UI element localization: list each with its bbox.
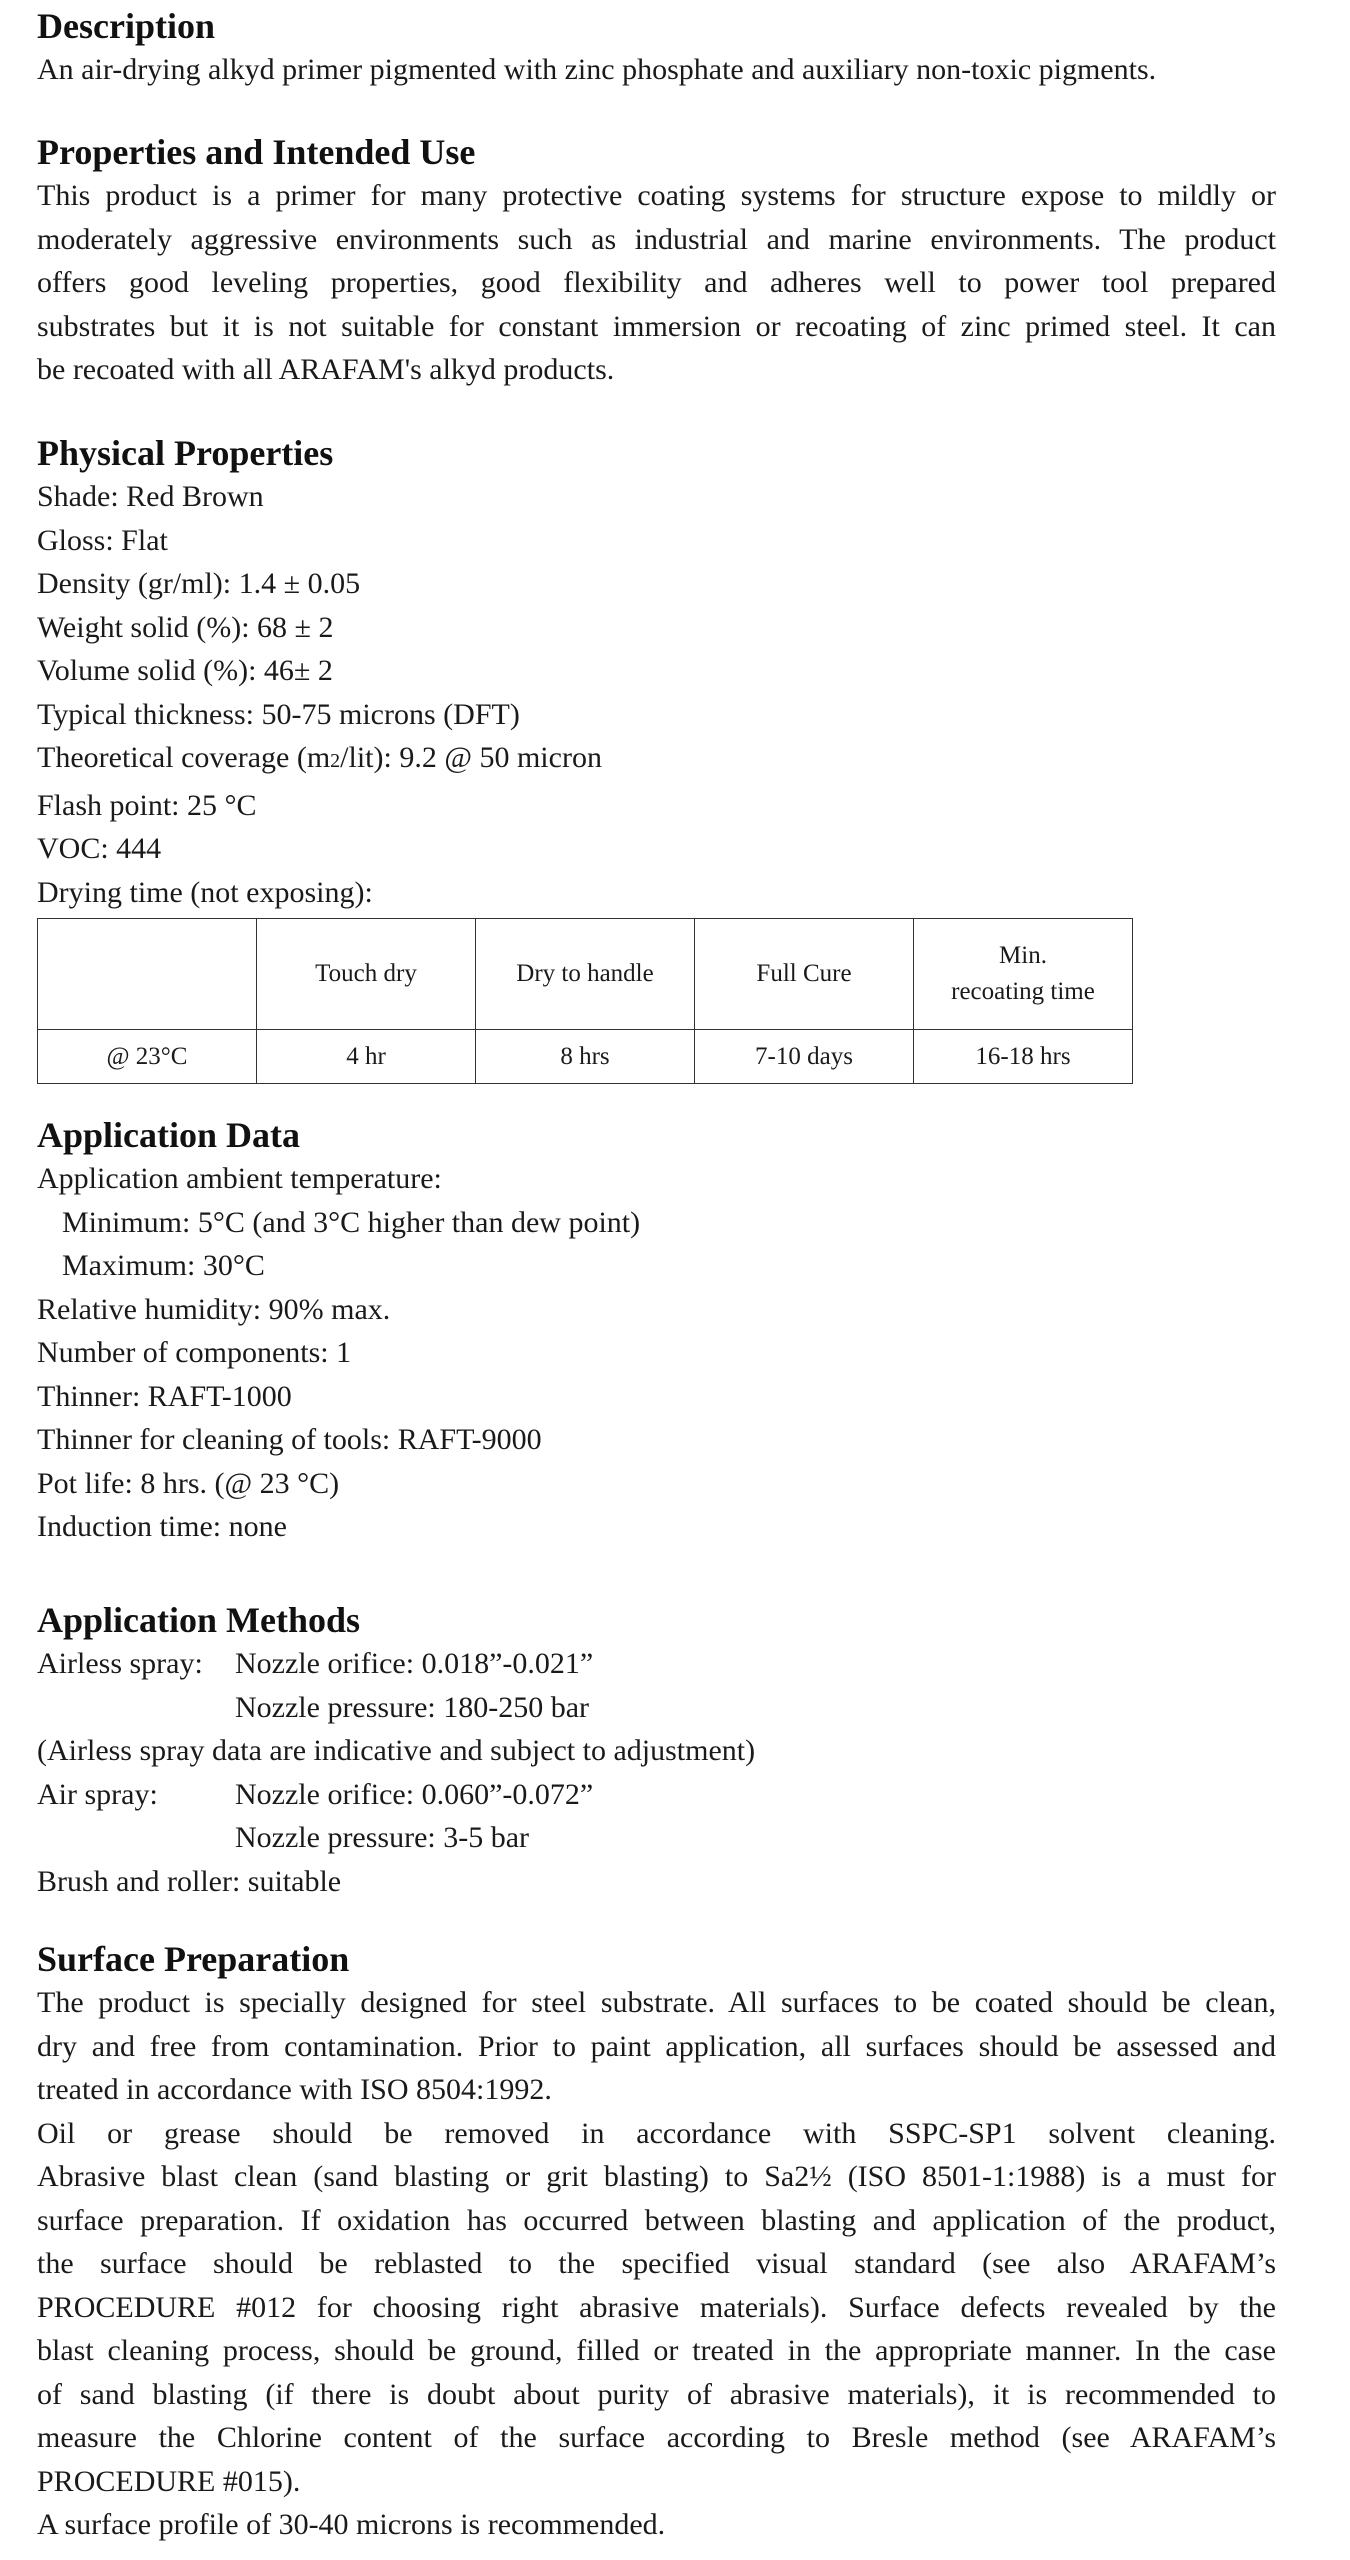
coverage-prefix: Theoretical coverage (m bbox=[37, 741, 331, 774]
voc-item: VOC: 444 bbox=[37, 832, 162, 865]
surface-preparation-section bbox=[37, 1937, 1276, 2547]
air-orifice-row bbox=[37, 1773, 1276, 1817]
table-cell-temperature: @ 23°C bbox=[38, 1030, 257, 1084]
air-pressure-row bbox=[37, 1816, 1276, 1860]
flash-point-item: Flash point: 25 °C bbox=[37, 788, 257, 822]
surface-para2-line-2: Abrasive blast clean (sand blasting or grit blasting) to Sa2½ (ISO 8501-1:1988) is a must for bbox=[37, 2160, 1276, 2193]
pot-life-item: Pot life: 8 hrs. (@ 23 °C) bbox=[37, 1466, 340, 1500]
cleaning-thinner-item: Thinner for cleaning of tools: RAFT-9000 bbox=[37, 1423, 542, 1456]
table-header-dry-to-handle: Dry to handle bbox=[476, 919, 695, 1030]
surface-para2-line-8: measure the Chlorine content of the surface according to Bresle method (see ARAFAM’s bbox=[37, 2421, 1276, 2454]
properties-use-section bbox=[37, 130, 1276, 392]
airless-orifice-row bbox=[37, 1642, 1276, 1686]
properties-use-line-3: offers good leveling properties, good flexibility and adheres well to power tool prepared bbox=[37, 266, 1276, 299]
surface-para1-line-3: treated in accordance with ISO 8504:1992. bbox=[37, 2073, 552, 2106]
minimum-temperature: Minimum: 5°C (and 3°C higher than dew point) bbox=[62, 1205, 641, 1239]
air-pressure: Nozzle pressure: 3-5 bar bbox=[235, 1821, 530, 1854]
airless-pressure: Nozzle pressure: 180-250 bar bbox=[235, 1690, 590, 1724]
surface-para2-line-3: surface preparation. If oxidation has occurred between blasting and application of the product, bbox=[37, 2203, 1276, 2237]
table-cell-touch-dry: 4 hr bbox=[257, 1030, 476, 1084]
table-cell-dry-to-handle: 8 hrs bbox=[476, 1030, 695, 1084]
surface-para2-line-9: PROCEDURE #015). bbox=[37, 2464, 301, 2498]
airless-note: (Airless spray data are indicative and subject to adjustment) bbox=[37, 1734, 756, 1767]
application-methods-heading: Application Methods bbox=[37, 1600, 361, 1640]
table-header-full-cure: Full Cure bbox=[695, 919, 914, 1030]
properties-use-line-1: This product is a primer for many protective coating systems for structure expose to mildly or bbox=[37, 179, 1276, 212]
table-header-touch-dry: Touch dry bbox=[257, 919, 476, 1030]
physical-properties-heading: Physical Properties bbox=[37, 433, 334, 473]
drying-time-table bbox=[37, 918, 1133, 1084]
description-heading: Description bbox=[37, 6, 215, 46]
drying-time-label: Drying time (not exposing): bbox=[37, 875, 373, 909]
maximum-temperature: Maximum: 30°C bbox=[62, 1249, 265, 1282]
density-item: Density (gr/ml): 1.4 ± 0.05 bbox=[37, 567, 361, 600]
relative-humidity-item: Relative humidity: 90% max. bbox=[37, 1292, 391, 1326]
surface-para2-line-1: Oil or grease should be removed in accordance with SSPC-SP1 solvent cleaning. bbox=[37, 2116, 1276, 2150]
airless-spray-label: Airless spray: bbox=[37, 1647, 203, 1680]
air-spray-label: Air spray: bbox=[37, 1777, 158, 1811]
airless-orifice: Nozzle orifice: 0.018”-0.021” bbox=[235, 1647, 594, 1680]
airless-pressure-row bbox=[37, 1686, 1276, 1730]
components-item: Number of components: 1 bbox=[37, 1336, 352, 1369]
surface-para2-line-6: blast cleaning process, should be ground, filled or treated in the appropriate manner. In the case bbox=[37, 2334, 1276, 2367]
description-section bbox=[37, 4, 1276, 92]
table-header-cell-empty bbox=[38, 919, 257, 1030]
gloss-item: Gloss: Flat bbox=[37, 523, 168, 557]
application-data-section bbox=[37, 1113, 1276, 1549]
surface-para3: A surface profile of 30-40 microns is recommended. bbox=[37, 2508, 666, 2541]
coverage-subscript: 2 bbox=[330, 750, 341, 772]
typical-thickness-item: Typical thickness: 50-75 microns (DFT) bbox=[37, 697, 520, 731]
surface-para2-line-4: the surface should be reblasted to the specified visual standard (see also ARAFAM’s bbox=[37, 2247, 1276, 2280]
properties-use-line-4: substrates but it is not suitable for constant immersion or recoating of zinc primed steel. It can bbox=[37, 309, 1276, 343]
spacer bbox=[37, 1816, 235, 1860]
table-header-recoating-line: recoating time bbox=[951, 978, 1095, 1005]
weight-solid-item: Weight solid (%): 68 ± 2 bbox=[37, 610, 334, 644]
surface-para2-line-7: of sand blasting (if there is doubt about purity of abrasive materials), it is recommended to bbox=[37, 2377, 1276, 2411]
application-data-heading: Application Data bbox=[37, 1115, 301, 1155]
coverage-suffix: /lit): 9.2 @ 50 micron bbox=[340, 741, 602, 774]
brush-roller-item: Brush and roller: suitable bbox=[37, 1864, 342, 1898]
coverage-item bbox=[37, 736, 1276, 784]
induction-time-item: Induction time: none bbox=[37, 1510, 287, 1543]
description-text: An air-drying alkyd primer pigmented with zinc phosphate and auxiliary non-toxic pigments. bbox=[37, 53, 1157, 86]
physical-properties-section bbox=[37, 431, 1276, 1084]
table-header-row bbox=[38, 919, 1133, 1030]
ambient-temperature-label: Application ambient temperature: bbox=[37, 1162, 442, 1195]
table-header-min-recoating bbox=[914, 919, 1133, 1030]
surface-para1-line-2: dry and free from contamination. Prior to paint application, all surfaces should be assessed and bbox=[37, 2029, 1276, 2063]
table-cell-full-cure: 7-10 days bbox=[695, 1030, 914, 1084]
application-methods-section bbox=[37, 1598, 1276, 1903]
thinner-item: Thinner: RAFT-1000 bbox=[37, 1379, 292, 1413]
properties-use-line-2: moderately aggressive environments such as industrial and marine environments. The product bbox=[37, 222, 1276, 256]
shade-item: Shade: Red Brown bbox=[37, 480, 264, 513]
volume-solid-item: Volume solid (%): 46± 2 bbox=[37, 654, 333, 687]
table-header-min-line: Min. bbox=[999, 942, 1047, 969]
table-row bbox=[38, 1030, 1133, 1084]
surface-para2-line-5: PROCEDURE #012 for choosing right abrasive materials). Surface defects revealed by the bbox=[37, 2290, 1276, 2324]
air-orifice: Nozzle orifice: 0.060”-0.072” bbox=[235, 1777, 594, 1811]
properties-use-line-5: be recoated with all ARAFAM's alkyd products. bbox=[37, 353, 615, 386]
spacer bbox=[37, 1686, 235, 1730]
table-cell-min-recoating: 16-18 hrs bbox=[914, 1030, 1133, 1084]
surface-para1-line-1: The product is specially designed for steel substrate. All surfaces to be coated should be clean, bbox=[37, 1986, 1276, 2019]
surface-preparation-heading: Surface Preparation bbox=[37, 1939, 350, 1979]
properties-use-heading: Properties and Intended Use bbox=[37, 132, 476, 172]
